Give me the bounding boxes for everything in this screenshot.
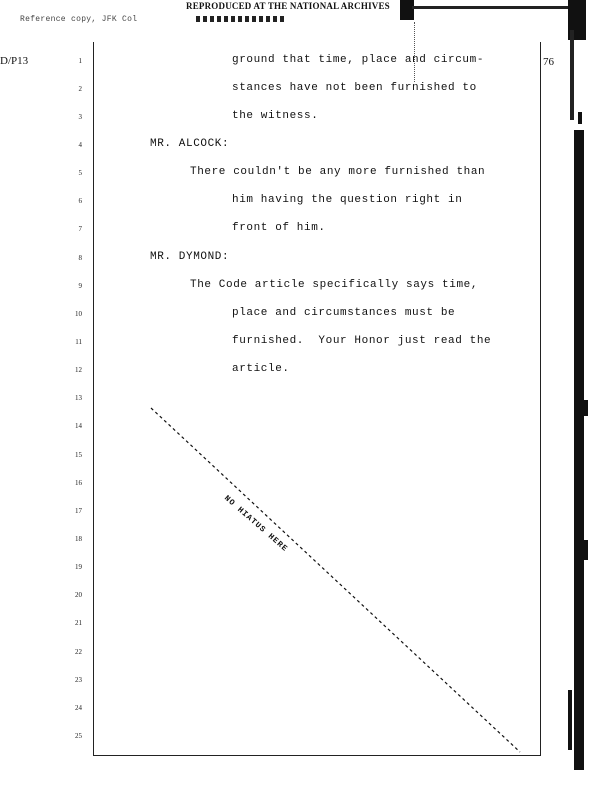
transcript-line: front of him. [232,222,326,234]
line-number: 3 [78,113,82,121]
line-number: 19 [75,563,82,571]
transcript-line: There couldn't be any more furnished than [190,166,486,178]
line-number: 9 [78,282,82,290]
reference-copy-label: Reference copy, JFK Col [20,15,138,24]
transcript-line: ground that time, place and circum- [232,54,485,66]
line-number: 4 [78,141,82,149]
line-number: 24 [75,704,82,712]
speaker-label: MR. ALCOCK: [150,138,230,150]
no-hiatus-stamp: NO HIATUS HERE [222,494,290,555]
transcript-line: article. [232,363,290,375]
line-number: 8 [78,254,82,262]
line-number: 11 [75,338,82,346]
line-number: 20 [75,591,82,599]
line-number: 17 [75,507,82,515]
line-number: 16 [75,479,82,487]
line-number: 2 [78,85,82,93]
line-number: 21 [75,619,82,627]
transcript-line: place and circumstances must be [232,307,456,319]
transcript-line: him having the question right in [232,194,463,206]
transcript-line: the witness. [232,110,319,122]
line-number: 5 [78,169,82,177]
line-number: 10 [75,310,82,318]
line-number: 15 [75,451,82,459]
transcript-line: stances have not been furnished to [232,82,477,94]
page-number: 76 [543,56,554,68]
line-number: 22 [75,648,82,656]
line-number: 14 [75,422,82,430]
line-number: 7 [78,225,82,233]
line-number: 6 [78,197,82,205]
line-number: 18 [75,535,82,543]
line-number: 13 [75,394,82,402]
speaker-label: MR. DYMOND: [150,251,230,263]
line-number: 12 [75,366,82,374]
line-number: 25 [75,732,82,740]
national-archives-label: REPRODUCED AT THE NATIONAL ARCHIVES [186,1,390,11]
line-number: 23 [75,676,82,684]
transcript-line: furnished. Your Honor just read the [232,335,492,347]
transcript-line: The Code article specifically says time, [190,279,479,291]
document-id: D/P13 [0,55,29,67]
line-number: 1 [78,57,82,65]
